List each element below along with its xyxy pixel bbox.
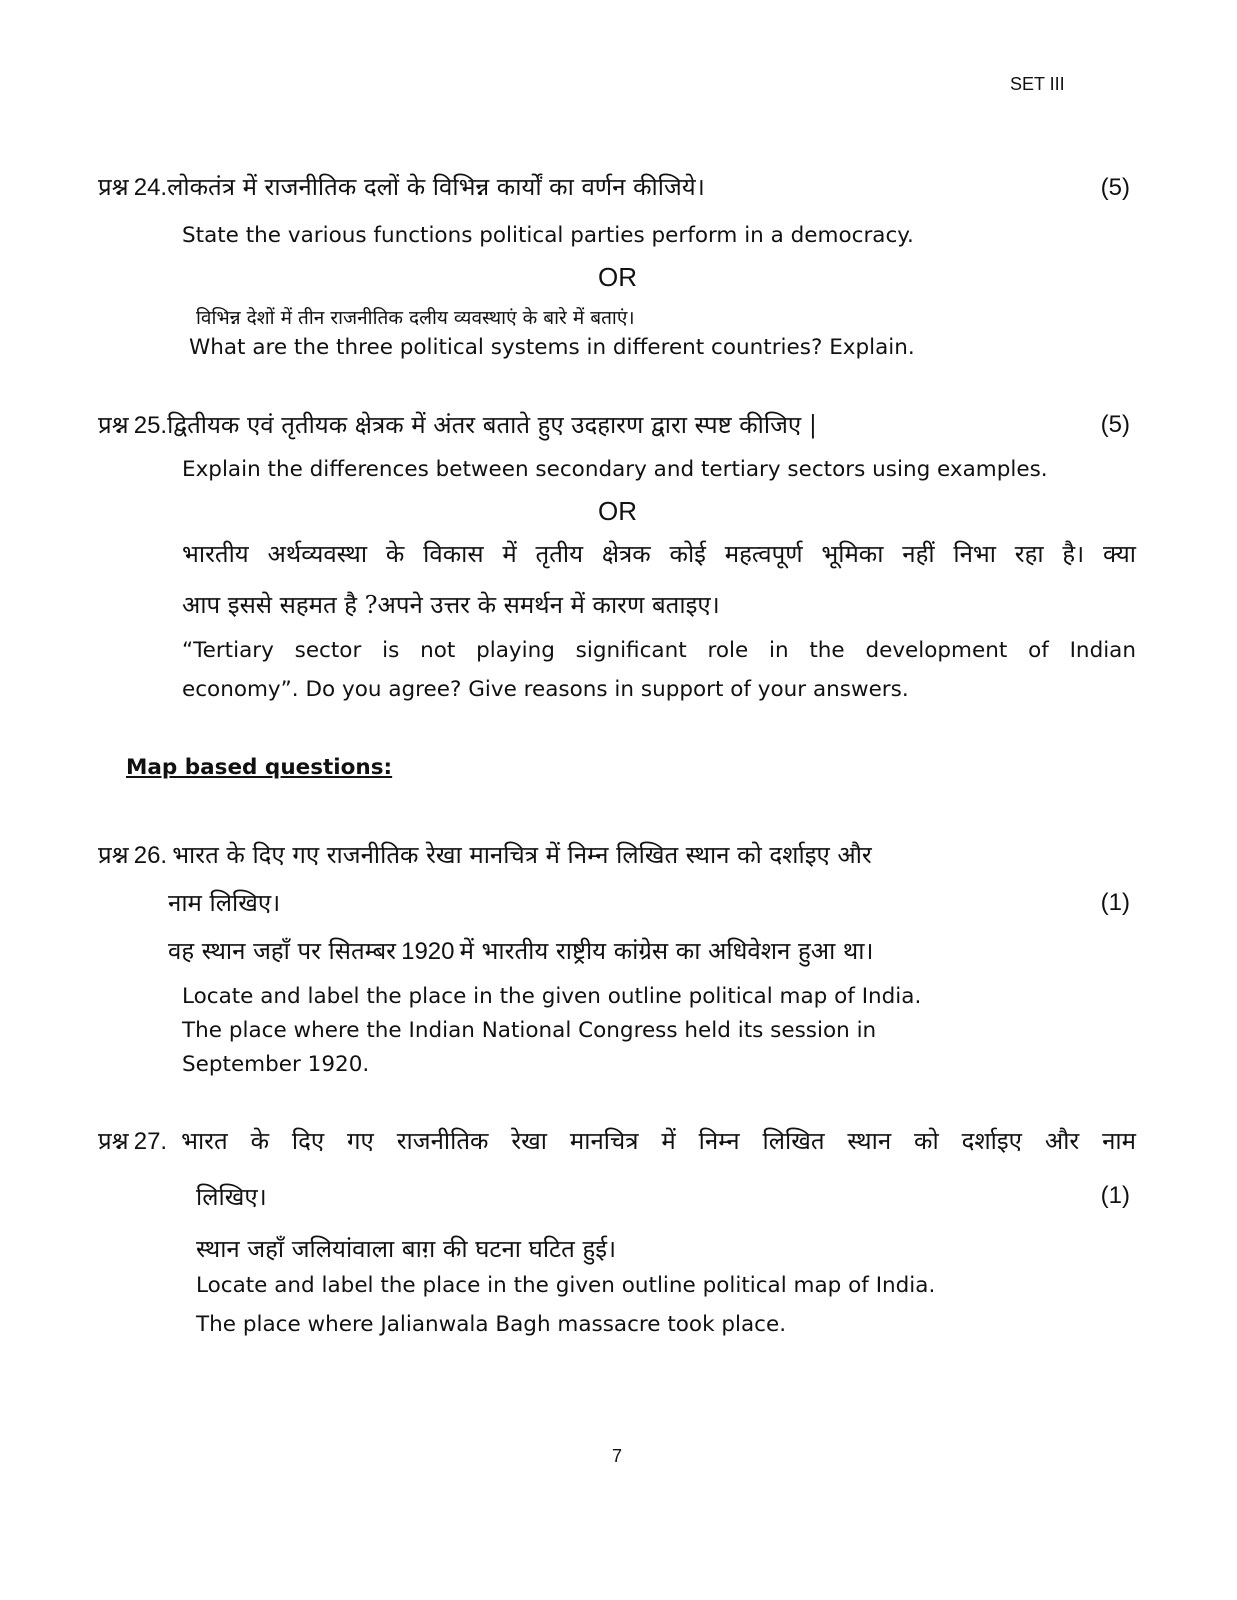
- question-prefix: प्रश्न: [98, 1127, 129, 1155]
- question-26-place-text-b: में भारतीय राष्ट्रीय कांग्रेस का अधिवेशन हुआ था।: [459, 937, 874, 965]
- question-26-hindi-line1: भारत के दिए गए राजनीतिक रेखा मानचित्र में निम्न लिखित स्थान को दर्शाइए और: [172, 841, 872, 869]
- question-24-or: OR: [598, 262, 637, 292]
- question-27-english-line2: The place where Jalianwala Bagh massacre took place.: [196, 1312, 787, 1337]
- question-25-marks: (5): [1100, 411, 1130, 438]
- question-prefix: प्रश्न: [98, 841, 129, 869]
- question-25-alt-hindi-line1: भारतीय अर्थव्यवस्था के विकास में तृतीय क्षेत्रक कोई महत्वपूर्ण भूमिका नहीं निभा रहा है। क्या: [182, 540, 1136, 568]
- question-26-hindi-line2: नाम लिखिए।: [168, 889, 281, 917]
- question-27-english-line1: Locate and label the place in the given outline political map of India.: [196, 1273, 936, 1298]
- question-25-english: Explain the differences between secondary and tertiary sectors using examples.: [182, 457, 1048, 482]
- question-27-marks: (1): [1100, 1182, 1130, 1209]
- question-27-heading: [98, 1124, 1136, 1157]
- question-24-alt-hindi: विभिन्न देशों में तीन राजनीतिक दलीय व्यवस्थाएं के बारे में बताएं।: [196, 307, 635, 329]
- question-26-marks: (1): [1100, 889, 1130, 916]
- question-number: 26.: [133, 842, 168, 869]
- question-27-hindi-line1: भारत के दिए गए राजनीतिक रेखा मानचित्र में निम्न लिखित स्थान को दर्शाइए और नाम: [181, 1127, 1136, 1155]
- question-25-alt-english-line1: “Tertiary sector is not playing significant role in the development of Indian: [182, 638, 1136, 663]
- question-27-hindi-line2: लिखिए।: [196, 1183, 267, 1211]
- question-24-english: State the various functions political parties perform in a democracy.: [182, 223, 914, 248]
- question-26-place-year: 1920: [401, 938, 455, 965]
- question-27-hindi-place: स्थान जहाँ जलियांवाला बाग़ की घटना घटित हुई।: [196, 1235, 617, 1263]
- question-number: 24.: [133, 174, 168, 201]
- question-26-hindi-place: [168, 934, 874, 967]
- question-24-hindi: लोकतंत्र में राजनीतिक दलों के विभिन्न कार्यों का वर्णन कीजिये।: [167, 173, 705, 201]
- question-26-heading: [98, 838, 872, 871]
- question-prefix: प्रश्न: [98, 411, 129, 439]
- question-26-place-text-a: वह स्थान जहाँ पर सितम्बर: [168, 937, 396, 965]
- question-number: 27.: [133, 1128, 168, 1155]
- page-number: 7: [612, 1446, 623, 1466]
- question-25-or: OR: [598, 496, 637, 526]
- set-label: SET III: [1010, 74, 1065, 94]
- question-prefix: प्रश्न: [98, 173, 129, 201]
- question-number: 25.: [133, 412, 168, 439]
- question-24-heading: [98, 170, 705, 203]
- question-25-hindi: द्वितीयक एवं तृतीयक क्षेत्रक में अंतर बताते हुए उदहारण द्वारा स्पष्ट कीजिए |: [167, 411, 817, 439]
- question-25-heading: [98, 408, 817, 441]
- question-26-english-line3: September 1920.: [182, 1052, 370, 1077]
- question-26-english-line2: The place where the Indian National Congress held its session in: [182, 1018, 877, 1043]
- question-24-alt-english: What are the three political systems in different countries? Explain.: [189, 335, 915, 360]
- question-24-marks: (5): [1100, 174, 1130, 201]
- map-questions-heading: Map based questions:: [126, 755, 393, 780]
- question-26-english-line1: Locate and label the place in the given outline political map of India.: [182, 984, 922, 1009]
- question-25-alt-english-line2: economy”. Do you agree? Give reasons in support of your answers.: [182, 677, 909, 702]
- question-25-alt-hindi-line2: आप इससे सहमत है ?अपने उत्तर के समर्थन में कारण बताइए।: [182, 591, 720, 619]
- question-27-prefix-group: [98, 1124, 167, 1157]
